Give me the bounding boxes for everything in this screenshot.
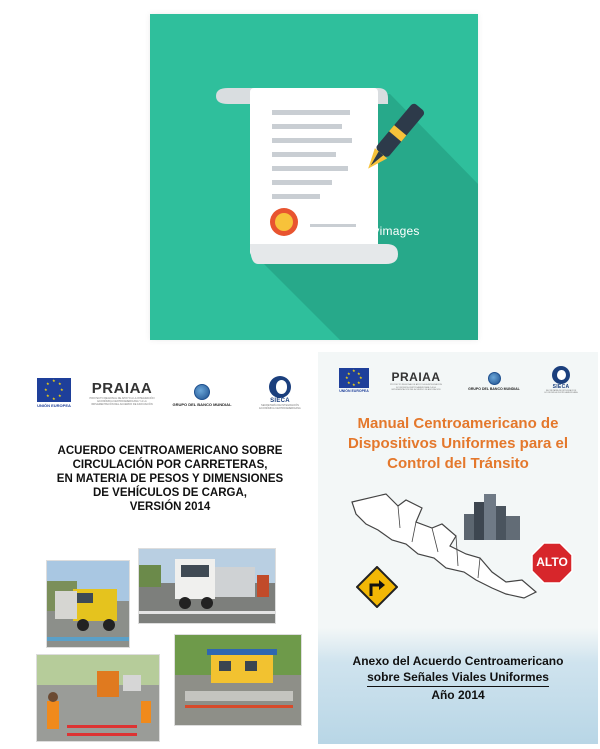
getty-credit: bortonia (350, 238, 372, 244)
bm-caption: GRUPO DEL BANCO MUNDIAL (468, 387, 520, 391)
left-logo-row (28, 376, 312, 416)
praiaa-sub3: IMPLEMENTACIÓN DEL ACUERDO DE ASOCIACIÓN (91, 403, 153, 406)
left-title-line-4: DE VEHÍCULOS DE CARGA, (93, 487, 247, 499)
sieca-logo (538, 366, 584, 394)
sieca-sub1: SECRETARÍA DE INTEGRACIÓN (545, 390, 577, 392)
eu-logo (34, 378, 74, 408)
eu-caption: UNIÓN EUROPEA (339, 389, 369, 393)
right-title-line-1: Manual Centroamericano de (357, 415, 559, 432)
bm-caption: GRUPO DEL BANCO MUNDIAL (172, 402, 232, 407)
left-title-line-1: ACUERDO CENTROAMERICANO SOBRE (57, 445, 283, 457)
eu-caption: UNIÓN EUROPEA (37, 403, 71, 408)
right-title-line-2: Dispositivos Uniformes para el (347, 435, 569, 452)
annex-line-2: sobre Señales Viales Uniformes (367, 669, 549, 687)
certificate-illustration (150, 14, 478, 340)
turn-right-sign-icon (356, 566, 398, 608)
getty-brand-light: images (379, 224, 420, 238)
photo-white-truck-weigh-station (138, 548, 276, 624)
certificate-graphic (150, 14, 478, 340)
praiaa-sub2: ECONÓMICA CENTROAMERICANA Y A LA (396, 386, 436, 389)
sieca-logo (254, 376, 306, 410)
sieca-wordmark: SIECA (552, 384, 570, 390)
praiaa-sub1: PROYECTO REGIONAL DE APOYO A LA INTEGRACIÓN (89, 397, 155, 400)
praiaa-sub1: PROYECTO REGIONAL DE APOYO A LA INTEGRACIÓN (390, 384, 442, 386)
praiaa-sub2: ECONÓMICA CENTROAMERICANA Y A LA (97, 400, 147, 403)
eu-flag-icon: ★ ★ ★ ★ ★ ★ ★ ★ (37, 378, 71, 402)
stop-sign (531, 542, 573, 584)
sieca-sub1: SECRETARÍA DE INTEGRACIÓN (261, 404, 299, 407)
right-logo-row (318, 366, 598, 406)
sieca-sub2: ECONÓMICA CENTROAMERICANA (259, 407, 301, 410)
globe-icon (194, 384, 210, 400)
praiaa-sub3: IMPLEMENTACIÓN DEL ACUERDO DE ASOCIACIÓN (391, 389, 441, 391)
eu-logo (336, 368, 372, 393)
annex-line-1: Anexo del Acuerdo Centroamericano (352, 654, 564, 668)
sieca-wordmark: SIECA (270, 398, 290, 404)
globe-icon (488, 372, 501, 385)
right-cover-title (318, 414, 598, 474)
right-cover-manual-dispositivos (318, 352, 598, 744)
praiaa-logo (84, 380, 160, 406)
left-title-line-3: EN MATERIA DE PESOS Y DIMENSIONES (56, 473, 284, 485)
banco-mundial-logo (464, 372, 524, 391)
sieca-mark-icon (269, 376, 291, 398)
left-title-line-5: VERSIÓN 2014 (129, 501, 211, 513)
annex-line-3: Año 2014 (431, 688, 485, 702)
wax-seal-icon (270, 208, 298, 236)
right-title-line-3: Control del Tránsito (387, 455, 529, 472)
eu-flag-icon: ★ ★ ★ ★ ★ ★ ★ ★ (339, 368, 369, 388)
photo-weighing-lanes-workers (36, 654, 160, 742)
praiaa-wordmark: PRAIAA (391, 370, 441, 384)
banco-mundial-logo (168, 384, 236, 407)
getty-brand-bold: getty (350, 224, 380, 238)
sieca-sub2: ECONÓMICA CENTROAMERICANA (544, 392, 578, 394)
praiaa-logo (384, 370, 448, 392)
praiaa-wordmark: PRAIAA (91, 380, 153, 397)
stop-sign-label: ALTO (536, 555, 568, 569)
left-cover-title (28, 444, 312, 514)
photo-weigh-station-building (174, 634, 302, 726)
getty-watermark (350, 224, 420, 244)
sieca-mark-icon (552, 366, 570, 384)
photo-yellow-truck (46, 560, 130, 648)
left-cover-pesos-dimensiones (28, 352, 312, 744)
right-cover-annex (318, 653, 598, 703)
left-title-line-2: CIRCULACIÓN POR CARRETERAS, (72, 459, 268, 471)
city-skyline-icon (462, 492, 524, 540)
